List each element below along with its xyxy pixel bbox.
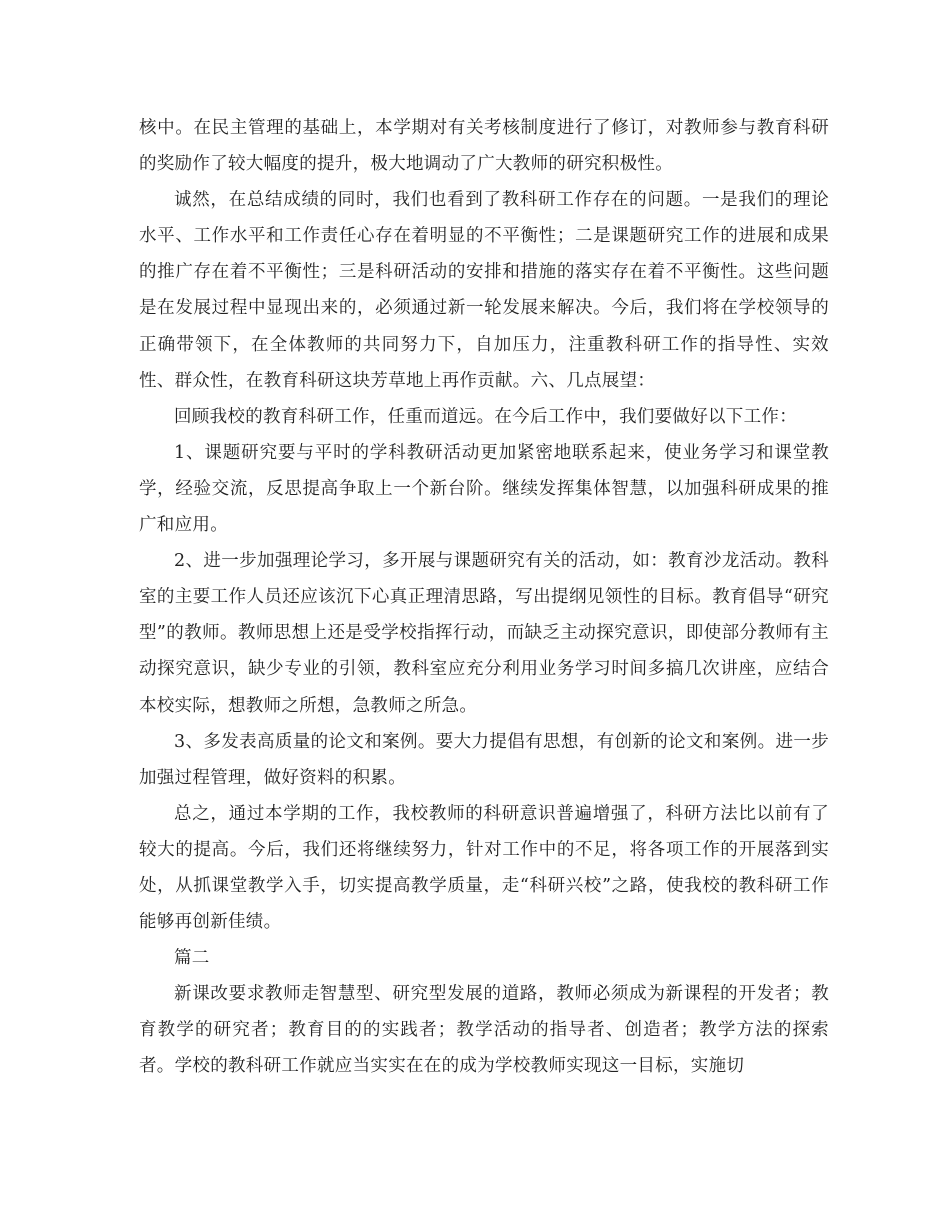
paragraph-part-two-intro: 新课改要求教师走智慧型、研究型发展的道路，教师必须成为新课程的开发者；教育教学的研究者；教育目的的实践者；教学活动的指导者、创造者；教学方法的探索者。学校的教科研工作就应当实实在在的成为学校教师实现这一目标，实施切 — [139, 984, 829, 1077]
section-heading-part-two: 篇二 — [174, 948, 210, 969]
paragraph-item-2: 2、进一步加强理论学习，多开展与课题研究有关的活动，如：教育沙龙活动。教科室的主要工作人员还应该沉下心真正理清思路，写出提纲见领性的目标。教育倡导“研究型”的教师。教师思想上还是受学校指挥行动，而缺乏主动探究意识，即使部分教师有主动探究意识，缺少专业的引领，教科室应充分利用业务学习时间多搞几次讲座，应结合本校实际，想教师之所想，急教师之所急。 — [139, 551, 829, 716]
paragraph-review: 回顾我校的教育科研工作，任重而道远。在今后工作中，我们要做好以下工作： — [174, 406, 797, 427]
paragraph-summary: 总之，通过本学期的工作，我校教师的科研意识普遍增强了，科研方法比以前有了较大的提高。今后，我们还将继续努力，针对工作中的不足，将各项工作的开展落到实处，从抓课堂教学入手，切实提高教学质量，走“科研兴校”之路，使我校的教科研工作能够再创新佳绩。 — [139, 803, 829, 933]
paragraph-problems: 诚然，在总结成绩的同时，我们也看到了教科研工作存在的问题。一是我们的理论水平、工作水平和工作责任心存在着明显的不平衡性；二是课题研究工作的进展和成果的推广存在着不平衡性；三是科研活动的安排和措施的落实存在着不平衡性。这些问题是在发展过程中显现出来的，必须通过新一轮发展来解决。今后，我们将在学校领导的正确带领下，在全体教师的共同努力下，自加压力，注重教科研工作的指导性、实效性、群众性，在教育科研这块芳草地上再作贡献。六、几点展望： — [139, 190, 829, 391]
paragraph-item-3: 3、多发表高质量的论文和案例。要大力提倡有思想，有创新的论文和案例。进一步加强过程管理，做好资料的积累。 — [139, 731, 829, 788]
paragraph-continuation: 核中。在民主管理的基础上，本学期对有关考核制度进行了修订，对教师参与教育科研的奖励作了较大幅度的提升，极大地调动了广大教师的研究积极性。 — [139, 118, 829, 175]
document-page — [139, 110, 829, 1085]
paragraph-item-1: 1、课题研究要与平时的学科教研活动更加紧密地联系起来，使业务学习和课堂教学，经验交流，反思提高争取上一个新台阶。继续发挥集体智慧，以加强科研成果的推广和应用。 — [139, 442, 829, 536]
